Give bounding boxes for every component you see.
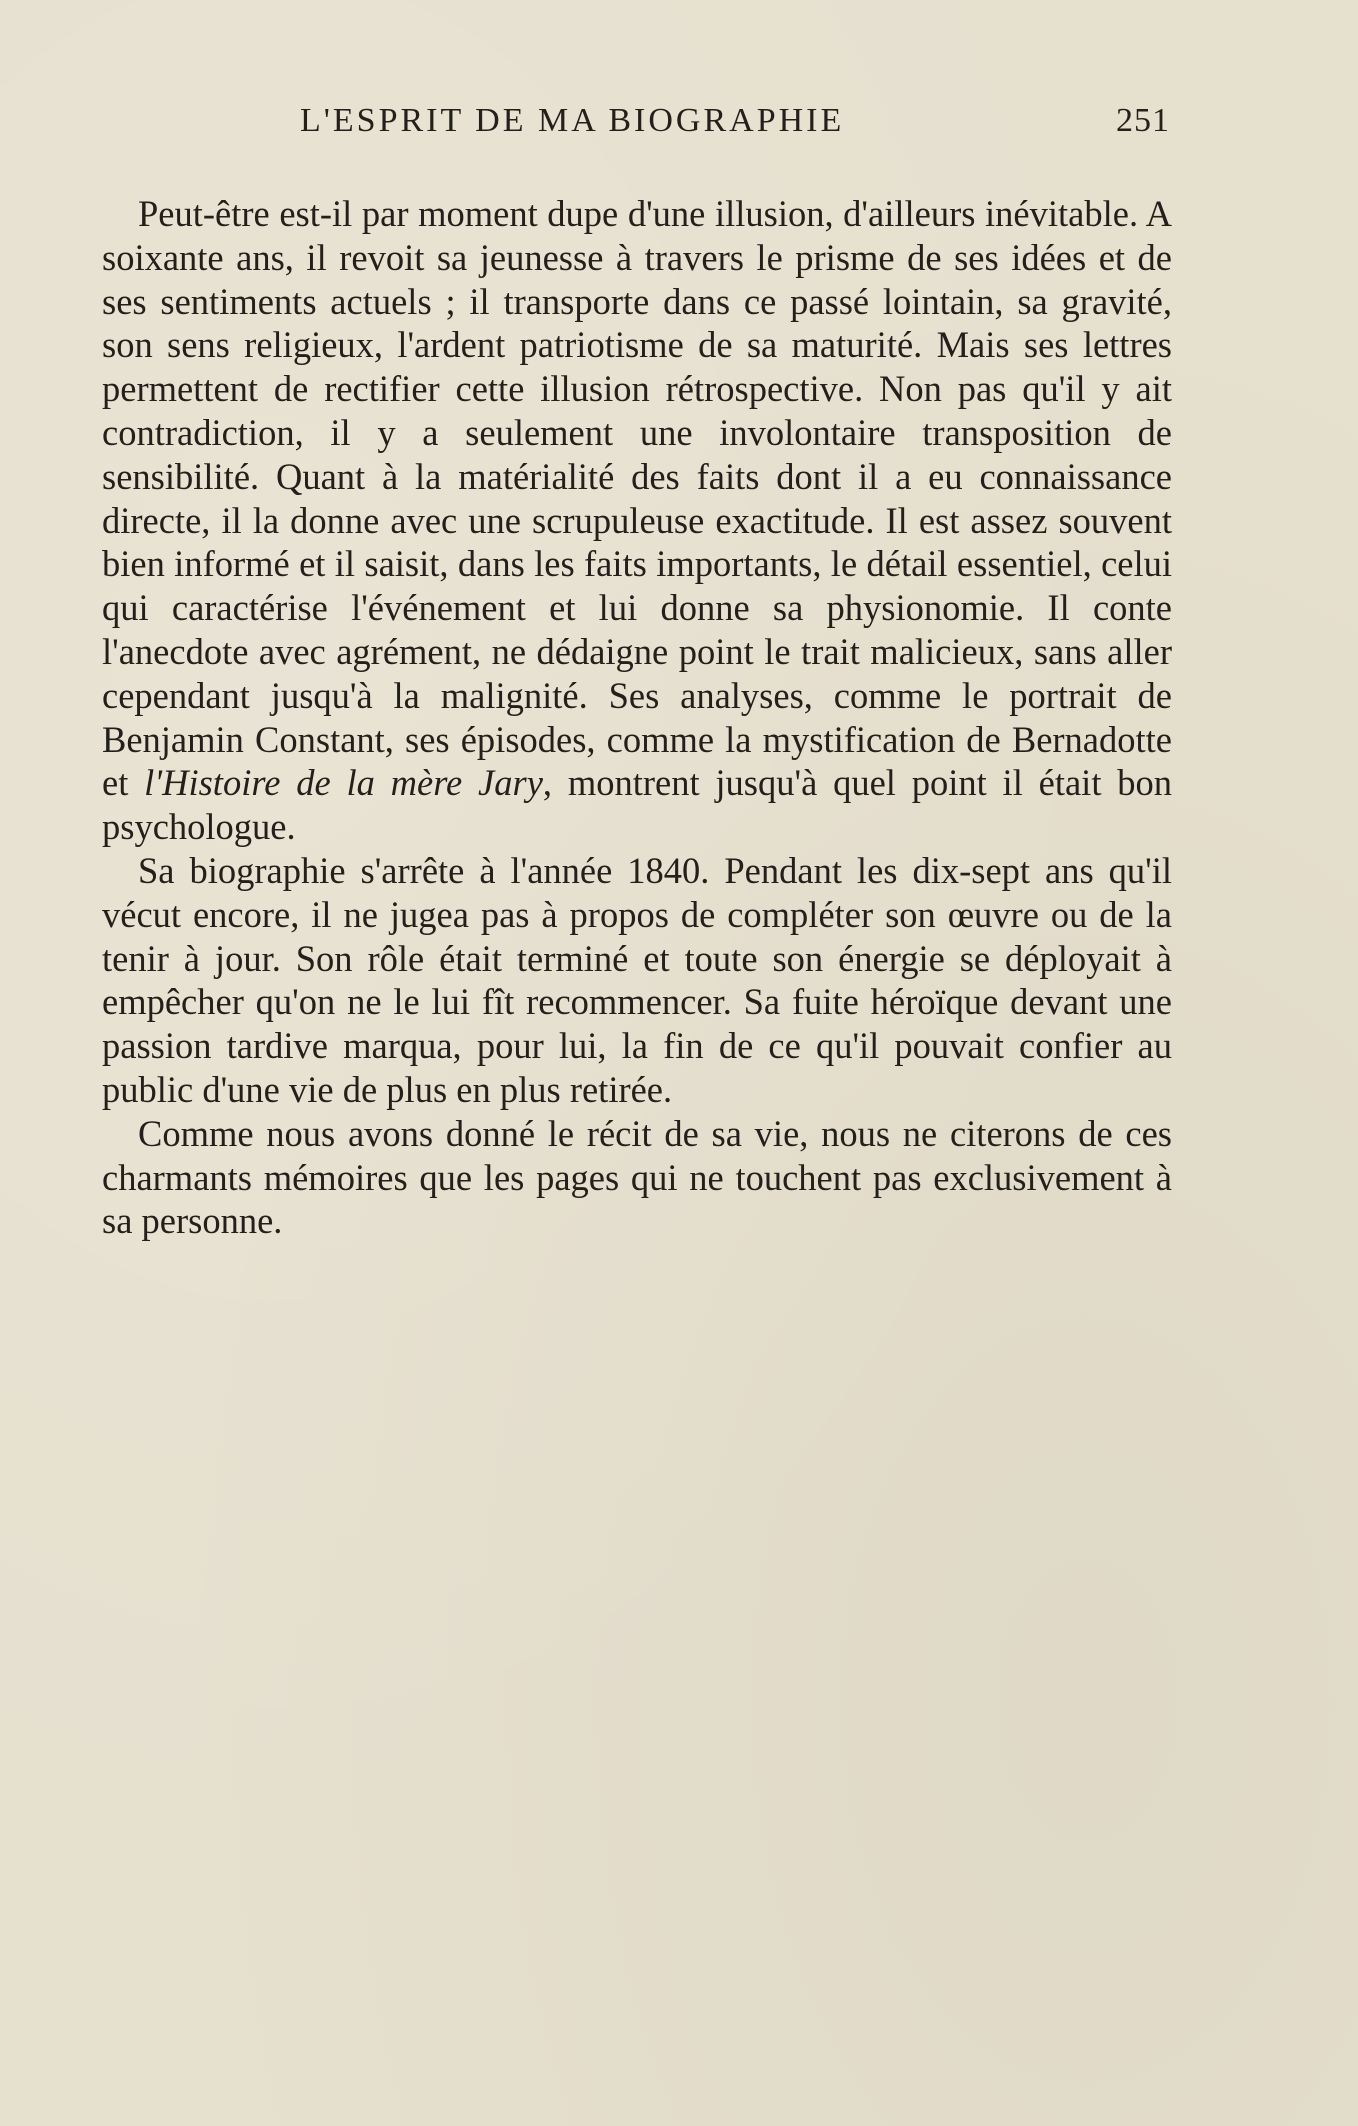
paragraph-2: Sa biographie s'arrête à l'année 1840. Pendant les dix-sept ans qu'il vécut encore, il ne jugea pas à propos de compléter son œuvre ou de la tenir à jour. Son rôle était terminé et toute son énergie se déployait à empêcher qu'on ne le lui fît recommencer. Sa fuite héroïque devant une passion tardive marqua, pour lui, la fin de ce qu'il pouvait confier au public d'une vie de plus en plus retirée. [102, 849, 1172, 1110]
paragraph-1-text-b: , montrent jusqu'à quel point il était bon psychologue. [102, 762, 1173, 848]
running-head [100, 102, 1170, 152]
paragraph-1-italic-title: l'Histoire de la mère Jary [144, 762, 543, 804]
page-number: 251 [1116, 102, 1170, 139]
paragraph-3: Comme nous avons donné le récit de sa vie, nous ne citerons de ces charmants mémoires que les pages qui ne touchent pas exclusivement à sa personne. [102, 1112, 1172, 1242]
running-title: L'ESPRIT DE MA BIOGRAPHIE [300, 102, 845, 139]
paragraph-1 [102, 192, 1172, 849]
body-text [102, 192, 1172, 1243]
paragraph-1-text-a: Peut-être est-il par moment dupe d'une illusion, d'ailleurs inévitable. A soixante ans, il revoit sa jeunesse à travers le prisme de ses idées et de ses sentiments actuels ; il transporte dans ce passé lointain, sa gravité, son sens religieux, l'ardent patriotisme de sa maturité. Mais ses lettres permettent de rectifier cette illusion rétrospective. Non pas qu'il y ait contradiction, il y a seulement une involontaire transposition de sensibilité. Quant à la matérialité des faits dont il a eu connaissance directe, il la donne avec une scrupuleuse exactitude. Il est assez souvent bien informé et il saisit, dans les faits importants, le détail essentiel, celui qui caractérise l'événement et lui donne sa physionomie. Il conte l'anecdote avec agrément, ne dédaigne point le trait malicieux, sans aller cependant jusqu'à la malignité. Ses analyses, comme le portrait de Benjamin Constant, ses épisodes, comme la mystification de Bernadotte et [102, 193, 1172, 804]
